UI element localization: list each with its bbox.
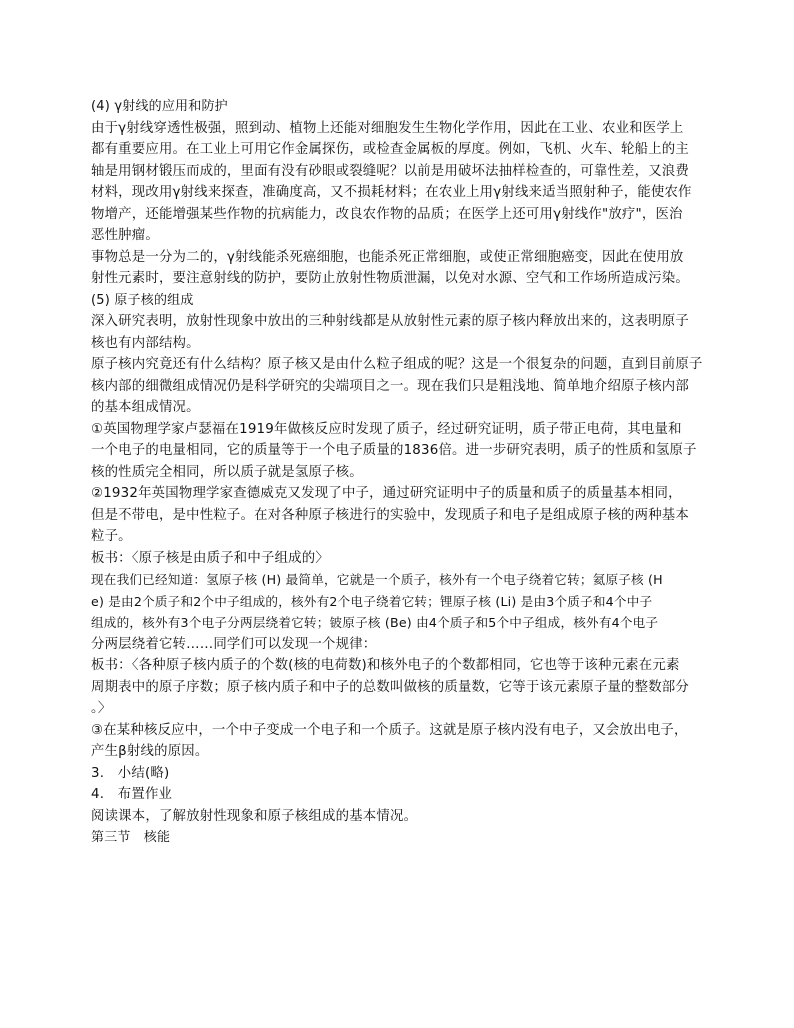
paragraph-line: 核的性质完全相同，所以质子就是氢原子核。 bbox=[91, 464, 363, 480]
paragraph-line: 原子核内究竟还有什么结构？原子核又是由什么粒子组成的呢？这是一个很复杂的问题，直到目前原子 bbox=[91, 357, 703, 372]
paragraph-line: 但是不带电，是中性粒子。在对各种原子核进行的实验中，发现质子和电子是组成原子核的两种基本 bbox=[91, 507, 689, 523]
paragraph-line: e) 是由2个质子和2个中子组成的，核外有2个电子绕着它转；锂原子核 (Li) 是由3个质子和4个中子 bbox=[91, 593, 653, 609]
paragraph-line: 恶性肿瘤。 bbox=[91, 228, 159, 243]
paragraph-line: 周期表中的原子序数；原子核内质子和中子的总数叫做核的质量数，它等于该元素原子量的整数部分 bbox=[91, 679, 689, 695]
paragraph-line: 核也有内部结构。 bbox=[91, 335, 200, 351]
paragraph-line: 粒子。 bbox=[91, 529, 132, 544]
paragraph-line: 分两层绕着它转……同学们可以发现一个规律： bbox=[91, 636, 377, 652]
paragraph-line: 产生β射线的原因。 bbox=[91, 744, 209, 759]
section-heading-nucleus-composition: (5) 原子核的组成 bbox=[91, 292, 194, 308]
paragraph-line: ②1932年英国物理学家查德威克又发现了中子，通过研究证明中子的质量和质子的质量基本相同， bbox=[91, 486, 682, 501]
paragraph-line: 阅读课本，了解放射性现象和原子核组成的基本情况。 bbox=[91, 808, 418, 824]
paragraph-line: 轴是用钢材锻压而成的，里面有没有砂眼或裂缝呢？以前是用破坏法抽样检查的，可靠性差，又浪费 bbox=[91, 163, 689, 179]
section-heading-gamma-ray-applications: (4) γ射线的应用和防护 bbox=[91, 99, 228, 114]
paragraph-line: 核内部的细微组成情况仍是科学研究的尖端项目之一。现在我们只是粗浅地、简单地介绍原子核内部 bbox=[91, 378, 689, 394]
paragraph-line: 物增产，还能增强某些作物的抗病能力，改良农作物的品质；在医学上还可用γ射线作"放疗"，医治 bbox=[91, 206, 683, 222]
document-body bbox=[91, 96, 711, 849]
paragraph-line: 组成的，核外有3个电子分两层绕着它转；铍原子核 (Be) 由4个质子和5个中子组成，核外有4个电子 bbox=[91, 615, 659, 630]
blackboard-note: 板书：〈各种原子核内质子的个数(核的电荷数)和核外电子的个数都相同，它也等于该种元素在元素 bbox=[91, 658, 680, 673]
paragraph-line: 。〉 bbox=[91, 701, 112, 716]
paragraph-line: 材料，现改用γ射线来探查，准确度高，又不损耗材料；在农业上用γ射线来适当照射种子，能使农作 bbox=[91, 185, 692, 200]
paragraph-line: ③在某种核反应中，一个中子变成一个电子和一个质子。这就是原子核内没有电子，又会放出电子， bbox=[91, 722, 688, 738]
paragraph-line: 都有重要应用。在工业上可用它作金属探伤，或检查金属板的厚度。例如，飞机、火车、轮船上的主 bbox=[91, 142, 689, 157]
paragraph-line: 一个电子的电量相同，它的质量等于一个电子质量的1836倍。进一步研究表明，质子的性质和氢原子 bbox=[91, 443, 697, 458]
paragraph-line: 的基本组成情况。 bbox=[91, 400, 200, 415]
paragraph-line: 现在我们已经知道：氢原子核 (H) 最简单，它就是一个质子，核外有一个电子绕着它转；氦原子核 (H bbox=[91, 572, 663, 587]
list-item-homework: 4. 布置作业 bbox=[91, 787, 173, 802]
list-item-summary: 3. 小结(略) bbox=[91, 765, 170, 781]
paragraph-line: 深入研究表明，放射性现象中放出的三种射线都是从放射性元素的原子核内释放出来的，这表明原子 bbox=[91, 314, 689, 329]
blackboard-note: 板书：〈原子核是由质子和中子组成的〉 bbox=[91, 550, 329, 566]
paragraph-line: 由于γ射线穿透性极强，照到动、植物上还能对细胞发生生物化学作用，因此在工业、农业和医学上 bbox=[91, 120, 684, 136]
paragraph-line: ①英国物理学家卢瑟福在1919年做核反应时发现了质子，经过研究证明，质子带正电荷，其电量和 bbox=[91, 421, 682, 437]
section-heading-nuclear-energy: 第三节 核能 bbox=[91, 830, 171, 845]
paragraph-line: 射性元素时，要注意射线的防护，要防止放射性物质泄漏，以免对水源、空气和工作场所造成污染。 bbox=[91, 271, 689, 286]
paragraph-line: 事物总是一分为二的，γ射线能杀死癌细胞，也能杀死正常细胞，或使正常细胞癌变，因此在使用放 bbox=[91, 249, 684, 265]
